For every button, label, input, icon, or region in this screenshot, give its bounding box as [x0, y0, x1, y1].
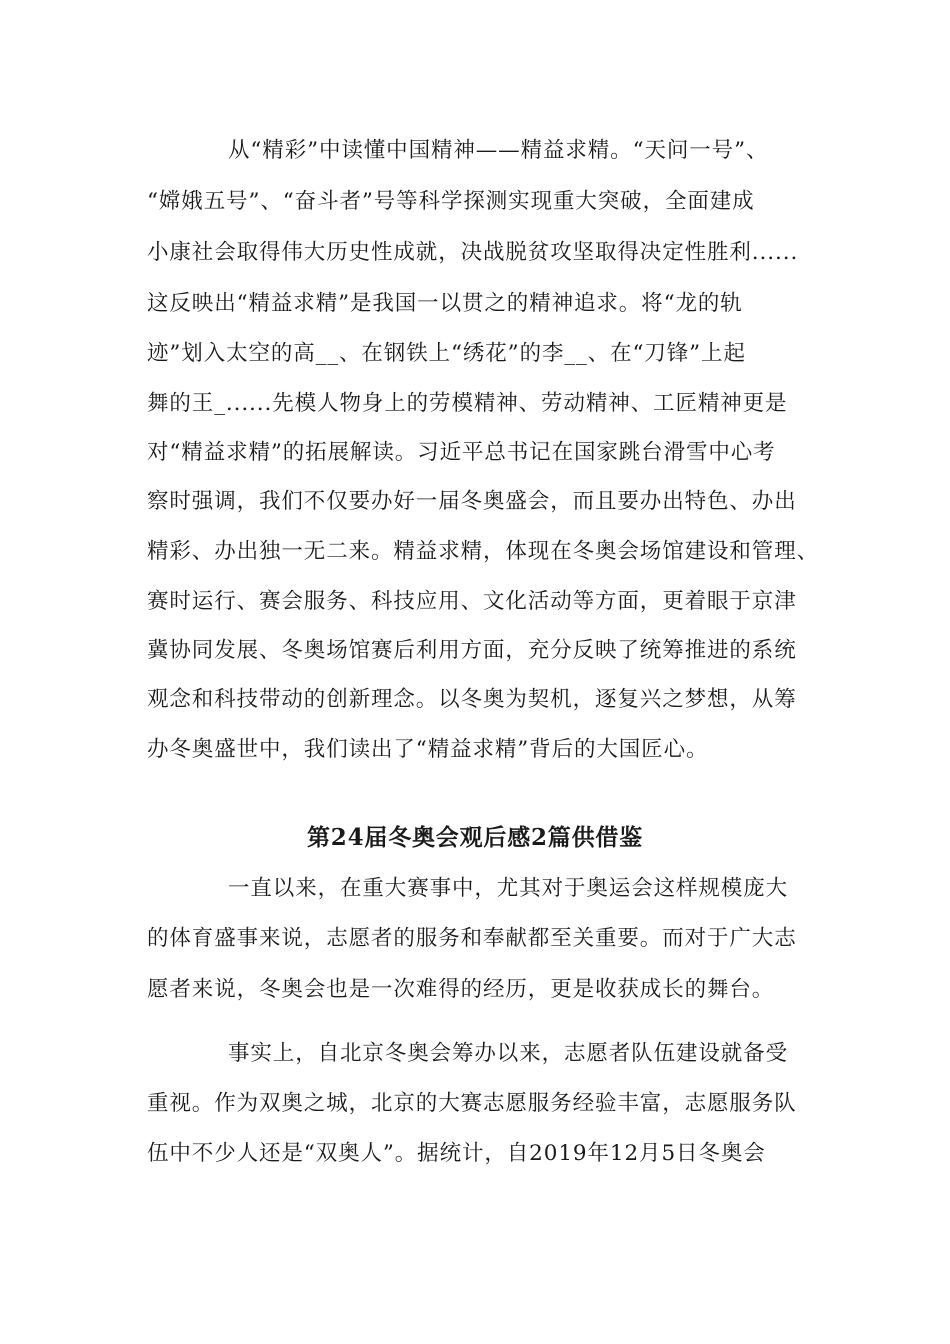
paragraph-3-line-1: 事实上，自北京冬奥会筹办以来，志愿者队伍建设就备受 [228, 1041, 789, 1066]
paragraph-1-line-5: 迹”划入太空的高__、在钢铁上“绣花”的李__、在“刀锋”上起 [147, 341, 746, 366]
paragraph-3-line-2: 重视。作为双奥之城，北京的大赛志愿服务经验丰富，志愿服务队 [147, 1091, 797, 1116]
paragraph-1-line-9: 精彩、办出独一无二来。精益求精，体现在冬奥会场馆建设和管理、 [147, 539, 820, 564]
paragraph-1-line-11: 冀协同发展、冬奥场馆赛后利用方面，充分反映了统筹推进的系统 [147, 638, 797, 663]
paragraph-1-line-12: 观念和科技带动的创新理念。以冬奥为契机，逐复兴之梦想，从筹 [147, 687, 797, 712]
paragraph-1-line-3: 小康社会取得伟大历史性成就，决战脱贫攻坚取得决定性胜利...... [147, 240, 799, 265]
paragraph-2-line-3: 愿者来说，冬奥会也是一次难得的经历，更是收获成长的舞台。 [147, 977, 775, 1002]
paragraph-1-line-7: 对“精益求精”的拓展解读。习近平总书记在国家跳台滑雪中心考 [147, 440, 776, 465]
article-heading: 第24届冬奥会观后感2篇供借鉴 [306, 824, 643, 851]
paragraph-1-line-4: 这反映出“精益求精”是我国一以贯之的精神追求。将“龙的轨 [147, 291, 743, 316]
paragraph-1-line-2: “嫦娥五号”、“奋斗者”号等科学探测实现重大突破，全面建成 [147, 189, 755, 214]
paragraph-1-line-8: 察时强调，我们不仅要办好一届冬奥盛会，而且要办出特色、办出 [147, 489, 797, 514]
paragraph-2-line-1: 一直以来，在重大赛事中，尤其对于奥运会这样规模庞大 [228, 876, 789, 901]
paragraph-1-line-6: 舞的王_......先模人物身上的劳模精神、劳动精神、工匠精神更是 [147, 391, 788, 416]
paragraph-1-line-10: 赛时运行、赛会服务、科技应用、文化活动等方面，更着眼于京津 [147, 589, 797, 614]
paragraph-2-line-2: 的体育盛事来说，志愿者的服务和奉献都至关重要。而对于广大志 [147, 926, 797, 951]
paragraph-1-line-1: 从“精彩”中读懂中国精神——精益求精。“天问一号”、 [228, 138, 769, 163]
paragraph-3-line-3: 伍中不少人还是“双奥人”。据统计，自2019年12月5日冬奥会 [147, 1141, 766, 1166]
paragraph-1-line-13: 办冬奥盛世中，我们读出了“精益求精”背后的大国匠心。 [147, 737, 709, 762]
